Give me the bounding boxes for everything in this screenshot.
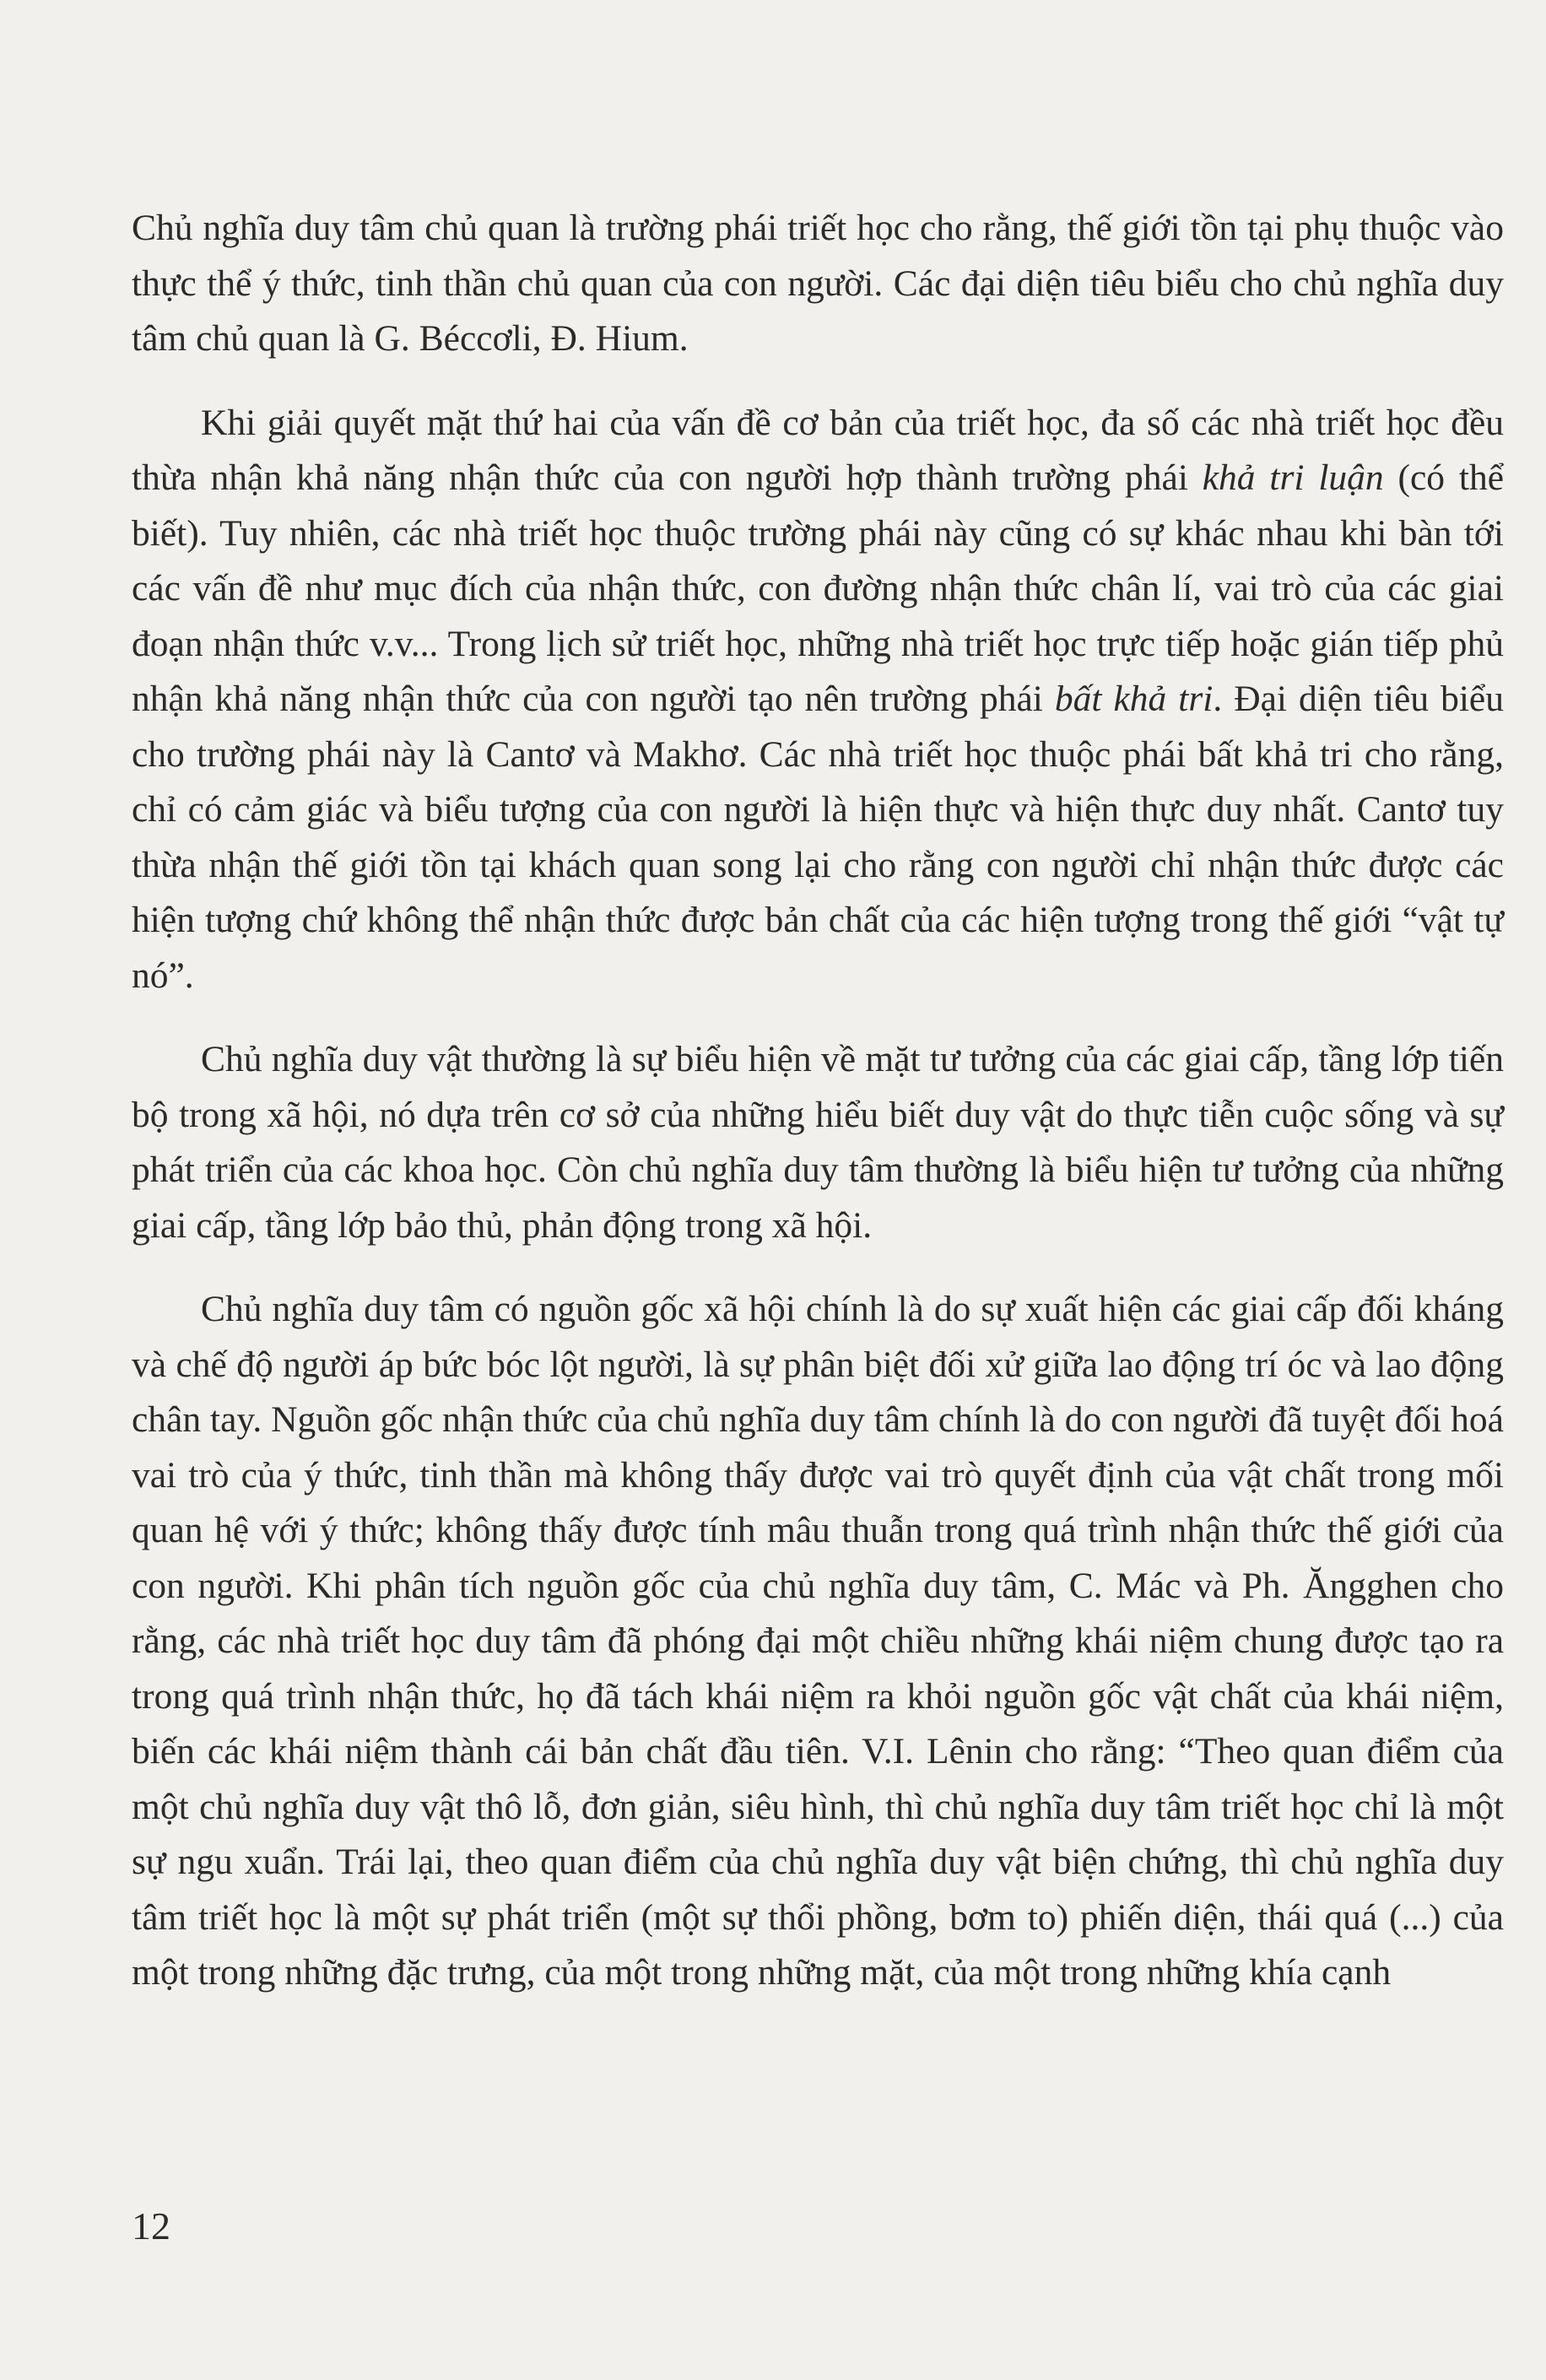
paragraph xyxy=(132,1032,1504,1253)
text-run: (có thể biết). Tuy nhiên, các nhà triết học thuộc trường phái này cũng có sự khác nhau khi bàn tới các vấn đề như mục đích của nhận thức, con đường nhận thức chân lí, vai trò của các giai đoạn nhận thức v.v... Trong lịch sử triết học, những nhà triết học trực tiếp hoặc gián tiếp phủ nhận khả năng nhận thức của con người tạo nên trường phái xyxy=(132,457,1505,719)
page-number: 12 xyxy=(132,2204,170,2247)
paragraph xyxy=(132,396,1504,1004)
italic-term: khả tri luận xyxy=(1202,457,1384,498)
text-run: . Đại diện tiêu biểu cho trường phái này là Cantơ và Makhơ. Các nhà triết học thuộc phái bất khả tri cho rằng, chỉ có cảm giác và biểu tượng của con người là hiện thực và hiện thực duy nhất. Cantơ tuy thừa nhận thế giới tồn tại khách quan song lại cho rằng con người chỉ nhận thức được các hiện tượng chứ không thể nhận thức được bản chất của các hiện tượng trong thế giới “vật tự nó”. xyxy=(132,679,1504,996)
body-text xyxy=(132,201,1504,2001)
italic-term: bất khả tri xyxy=(1054,679,1214,719)
paragraph xyxy=(132,1282,1504,2001)
text-run: Chủ nghĩa duy tâm có nguồn gốc xã hội chính là do sự xuất hiện các giai cấp đối kháng và chế độ người áp bức bóc lột người, là sự phân biệt đối xử giữa lao động trí óc và lao động chân tay. Nguồn gốc nhận thức của chủ nghĩa duy tâm chính là do con người đã tuyệt đối hoá vai trò của ý thức, tinh thần mà không thấy được vai trò quyết định của vật chất trong mối quan hệ với ý thức; không thấy được tính mâu thuẫn trong quá trình nhận thức thế giới của con người. Khi phân tích nguồn gốc của chủ nghĩa duy tâm, C. Mác và Ph. Ăngghen cho rằng, các nhà triết học duy tâm đã phóng đại một chiều những khái niệm chung được tạo ra trong quá trình nhận thức, họ đã tách khái niệm ra khỏi nguồn gốc vật chất của khái niệm, biến các khái niệm thành cái bản chất đầu tiên. V.I. Lênin cho rằng: “Theo quan điểm của một chủ nghĩa duy vật thô lỗ, đơn giản, siêu hình, thì chủ nghĩa duy tâm triết học chỉ là một sự ngu xuẩn. Trái lại, theo quan điểm của chủ nghĩa duy vật biện chứng, thì chủ nghĩa duy tâm triết học là một sự phát triển (một sự thổi phồng, bơm to) phiến diện, thái quá (...) của một trong những đặc trưng, của một trong những mặt, của một trong những khía cạnh xyxy=(132,1289,1504,1993)
text-run: Chủ nghĩa duy vật thường là sự biểu hiện về mặt tư tưởng của các giai cấp, tầng lớp tiến bộ trong xã hội, nó dựa trên cơ sở của những hiểu biết duy vật do thực tiễn cuộc sống và sự phát triển của các khoa học. Còn chủ nghĩa duy tâm thường là biểu hiện tư tưởng của những giai cấp, tầng lớp bảo thủ, phản động trong xã hội. xyxy=(132,1039,1504,1246)
text-run: Chủ nghĩa duy tâm chủ quan là trường phái triết học cho rằng, thế giới tồn tại phụ thuộc vào thực thể ý thức, tinh thần chủ quan của con người. Các đại diện tiêu biểu cho chủ nghĩa duy tâm chủ quan là G. Béccơli, Đ. Hium. xyxy=(132,208,1504,359)
text-run: Khi giải quyết mặt thứ hai của vấn đề cơ bản của triết học, đa số các nhà triết học đều thừa nhận khả năng nhận thức của con người hợp thành trường phái xyxy=(132,402,1504,498)
paragraph xyxy=(132,201,1504,367)
